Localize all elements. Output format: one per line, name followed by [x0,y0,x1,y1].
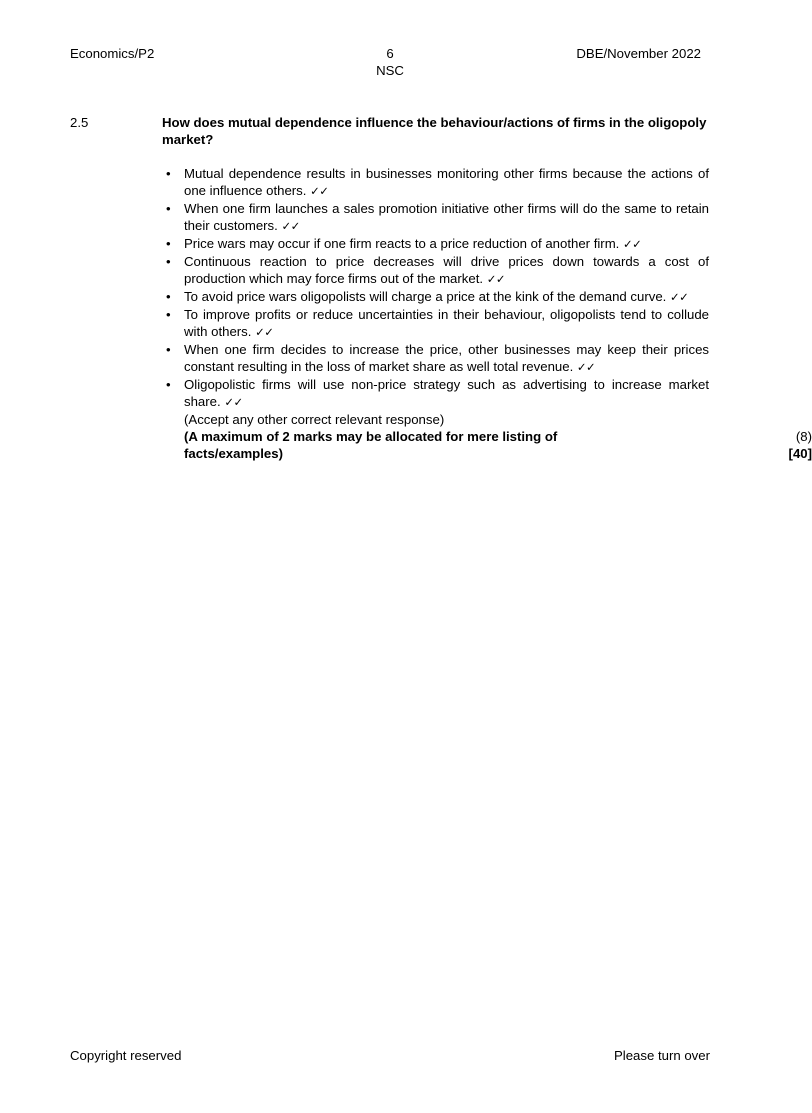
bullet-icon: • [166,377,171,392]
bullet-text: To improve profits or reduce uncertainties in their behaviour, oligopolists tend to collude with others. [184,307,709,339]
answer-bullet-list [162,165,709,411]
page-header [70,46,710,86]
question-heading: How does mutual dependence influence the behaviour/actions of firms in the oligopoly market? [162,115,707,147]
header-exam-session: DBE/November 2022 [576,46,701,61]
list-item [162,235,709,253]
tick-mark-icon: ✓✓ [576,360,596,374]
accept-note: (Accept any other correct relevant response) [184,412,445,427]
tick-mark-icon: ✓✓ [310,184,329,198]
listing-note-line-2 [184,445,812,462]
bullet-icon: • [166,342,171,357]
total-marks: [40] [788,446,812,461]
bullet-text: To avoid price wars oligopolists will charge a price at the kink of the demand curve. [184,289,667,304]
question-marks: (8) [795,429,812,444]
bullet-icon: • [166,254,171,269]
page-footer [70,1048,710,1068]
listing-note [184,428,812,462]
bullet-text: When one firm decides to increase the price, other businesses may keep their prices constant resulting in the loss of market share as well total revenue. [184,342,709,374]
header-page-number: 6 [386,46,394,61]
bullet-text: When one firm launches a sales promotion initiative other firms will do the same to retain their customers. [184,201,709,233]
tick-mark-icon: ✓✓ [224,395,243,409]
footer-copyright: Copyright reserved [70,1048,182,1063]
tick-mark-icon: ✓✓ [623,237,642,251]
tick-mark-icon: ✓✓ [281,219,300,233]
listing-note-text-2: facts/examples) [184,446,283,461]
tick-mark-icon: ✓✓ [670,290,689,304]
bullet-icon: • [166,236,171,251]
question-block [70,114,812,462]
header-paper-code: NSC [376,63,404,78]
bullet-text: Continuous reaction to price decreases will drive prices down towards a cost of production which may force firms out of the market. [184,254,709,286]
list-item [162,165,709,200]
list-item [162,253,709,288]
list-item [162,288,709,306]
bullet-text: Price wars may occur if one firm reacts to a price reduction of another firm. [184,236,620,251]
listing-note-text-1: (A maximum of 2 marks may be allocated for mere listing of [184,429,558,444]
bullet-icon: • [166,201,171,216]
bullet-icon: • [166,166,171,181]
tick-mark-icon: ✓✓ [486,272,505,286]
bullet-icon: • [166,307,171,322]
question-number: 2.5 [70,115,89,130]
list-item [162,200,709,235]
listing-note-line-1 [184,428,812,445]
bullet-icon: • [166,289,171,304]
list-item [162,376,709,411]
question-heading-row [70,114,742,148]
header-subject: Economics/P2 [70,46,155,61]
list-item [162,341,709,376]
tick-mark-icon: ✓✓ [255,325,274,339]
list-item [162,306,709,341]
footer-turn-over: Please turn over [613,1048,710,1063]
bullet-text: Mutual dependence results in businesses monitoring other firms because the actions of one influence others. [184,166,709,198]
bullet-text: Oligopolistic firms will use non-price strategy such as advertising to increase market share. [184,377,709,409]
